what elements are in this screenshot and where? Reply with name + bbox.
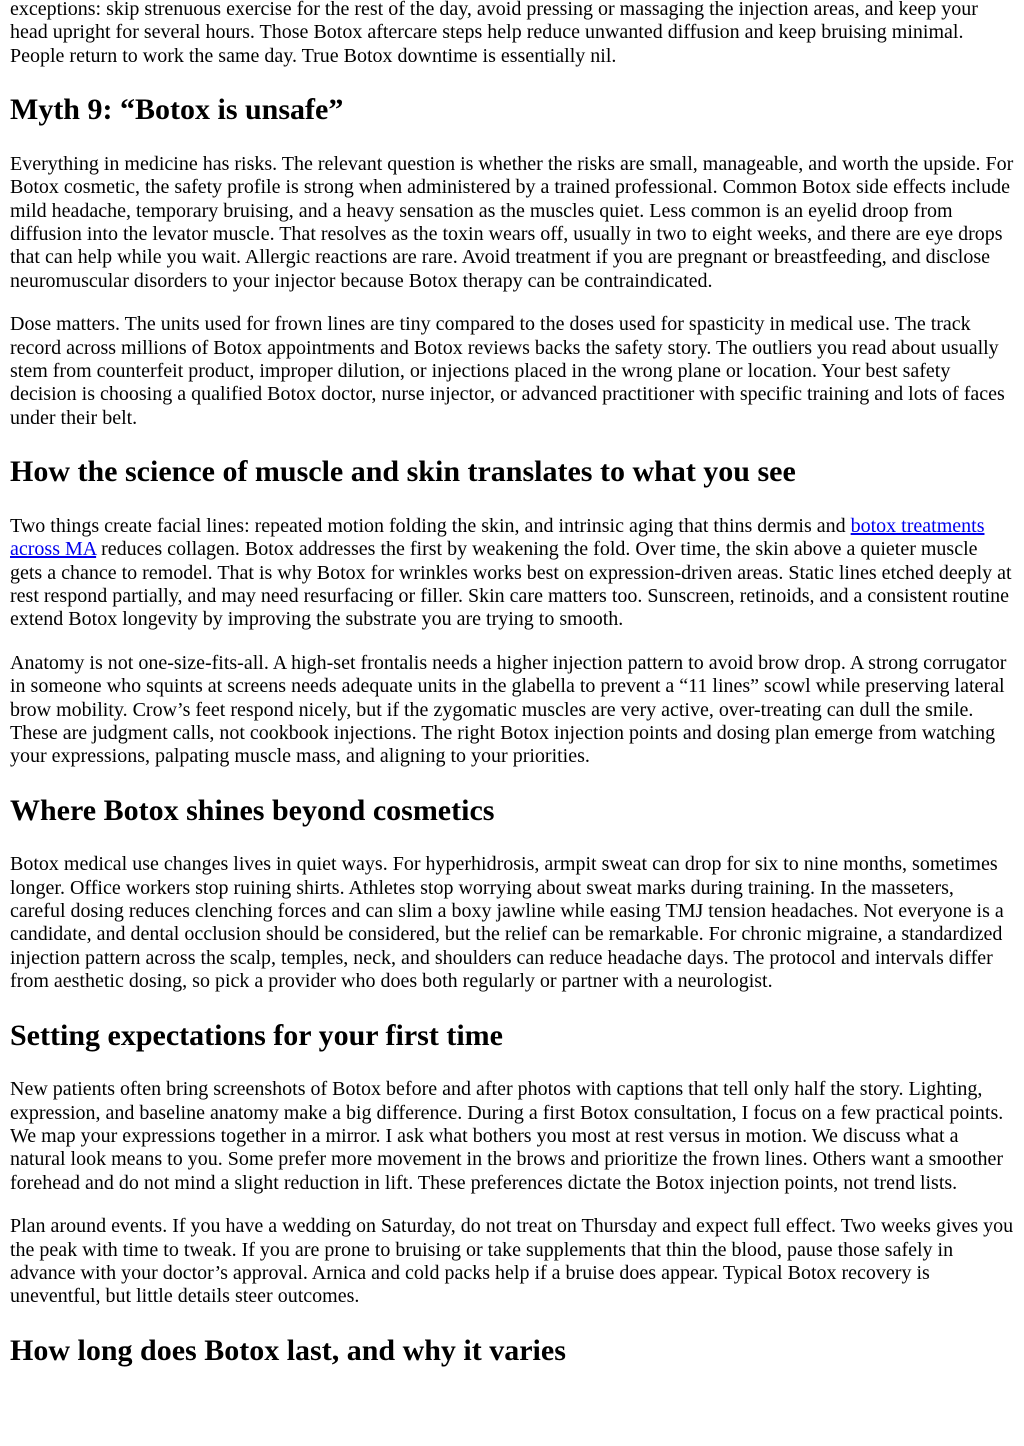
- paragraph-medical-use: Botox medical use changes lives in quiet ways. For hyperhidrosis, armpit sweat can drop for six to nine months, sometimes longer. Office workers stop ruining shirts. Athletes stop worrying about sweat marks during training. In the masseters, careful dosing reduces clenching forces and can slim a boxy jawline while easing TMJ tension headaches. Not everyone is a candidate, and dental occlusion should be considered, but the relief can be remarkable. For chronic migraine, a standardized injection pattern across the scalp, temples, neck, and shoulders can reduce headache days. The protocol and intervals differ from aesthetic dosing, so pick a provider who does both regularly or partner with a neurologist.: [10, 853, 1004, 993]
- section-myth-9-botox-is-unsafe: [10, 93, 1014, 430]
- paragraph-plan-around-events: Plan around events. If you have a wedding on Saturday, do not treat on Thursday and expect full effect. Two weeks gives you the peak with time to tweak. If you are prone to bruising or take supplements that thin the blood, pause those safely in advance with your doctor’s approval. Arnica and cold packs help if a bruise does appear. Typical Botox recovery is uneventful, but little details steer outcomes.: [10, 1215, 1014, 1308]
- section-beyond-cosmetics: [10, 794, 1014, 994]
- section-how-long-botox-lasts: [10, 1334, 1014, 1369]
- paragraph-anatomy: Anatomy is not one-size-fits-all. A high-set frontalis needs a higher injection pattern to avoid brow drop. A strong corrugator in someone who squints at screens needs adequate units in the glabella to prevent a “11 lines” scowl while preserving lateral brow mobility. Crow’s feet respond nicely, but if the zygomatic muscles are very active, over-treating can dull the smile. These are judgment calls, not cookbook injections. The right Botox injection points and dosing plan emerge from watching your expressions, palpating muscle mass, and aligning to your priorities.: [10, 651, 1007, 768]
- document-page: [10, 0, 1014, 1444]
- heading-myth-9: Myth 9: “Botox is unsafe”: [10, 93, 344, 127]
- heading-how-long-botox-lasts: How long does Botox last, and why it varies: [10, 1333, 566, 1367]
- heading-beyond-cosmetics: Where Botox shines beyond cosmetics: [10, 793, 495, 827]
- article-body: [10, 0, 1014, 1368]
- botox-treatments-ma-link[interactable]: botox treatments across MA: [10, 514, 985, 561]
- paragraph-dose-matters: Dose matters. The units used for frown lines are tiny compared to the doses used for spasticity in medical use. The track record across millions of Botox appointments and Botox reviews backs the safety story. The outliers you read about usually stem from counterfeit product, improper dilution, or injections placed in the wrong plane or location. Your best safety decision is choosing a qualified Botox doctor, nurse injector, or advanced practitioner with specific training and lots of faces under their belt.: [10, 313, 1005, 429]
- heading-setting-expectations: Setting expectations for your first time: [10, 1018, 503, 1052]
- section-setting-expectations: [10, 1019, 1014, 1309]
- section-science-of-muscle-and-skin: [10, 455, 1014, 769]
- paragraph-safety-risks: Everything in medicine has risks. The relevant question is whether the risks are small, manageable, and worth the upside. For Botox cosmetic, the safety profile is strong when administered by a trained professional. Common Botox side effects include mild headache, temporary bruising, and a heavy sensation as the muscles quiet. Less common is an eyelid droop from diffusion into the levator muscle. That resolves as the toxin wears off, usually in two to eight weeks, and there are eye drops that can help while you wait. Allergic reactions are rare. Avoid treatment if you are pregnant or breastfeeding, and disclose neuromuscular disorders to your injector because Botox therapy can be contraindicated.: [10, 152, 1014, 292]
- paragraph-first-consultation: New patients often bring screenshots of Botox before and after photos with captions that tell only half the story. Lighting, expression, and baseline anatomy make a big difference. During a first Botox consultation, I focus on a few practical points. We map your expressions together in a mirror. I ask what bothers you most at rest versus in motion. We discuss what a natural look means to you. Some prefer more movement in the brows and prioritize the frown lines. Others want a smoother forehead and do not mind a slight reduction in lift. These preferences dictate the Botox injection points, not trend lists.: [10, 1078, 1004, 1194]
- paragraph-text-after-link: reduces collagen. Botox addresses the first by weakening the fold. Over time, the skin above a quieter muscle gets a chance to remodel. That is why Botox for wrinkles works best on expression-driven areas. Static lines etched deeply at rest respond partially, and may need resurfacing or filler. Skin care matters too. Sunscreen, retinoids, and a consistent routine extend Botox longevity by improving the substrate you are trying to smooth.: [10, 538, 1012, 631]
- paragraph-aftercare-continuation: exceptions: skip strenuous exercise for the rest of the day, avoid pressing or massaging the injection areas, and keep your head upright for several hours. Those Botox aftercare steps help reduce unwanted diffusion and keep bruising minimal. People return to work the same day. True Botox downtime is essentially nil.: [10, 0, 978, 67]
- paragraph-text-before-link: Two things create facial lines: repeated motion folding the skin, and intrinsic aging that thins dermis and: [10, 514, 851, 537]
- paragraph-facial-lines-with-link: [10, 515, 1014, 632]
- heading-science-of-muscle-and-skin: How the science of muscle and skin translates to what you see: [10, 455, 796, 489]
